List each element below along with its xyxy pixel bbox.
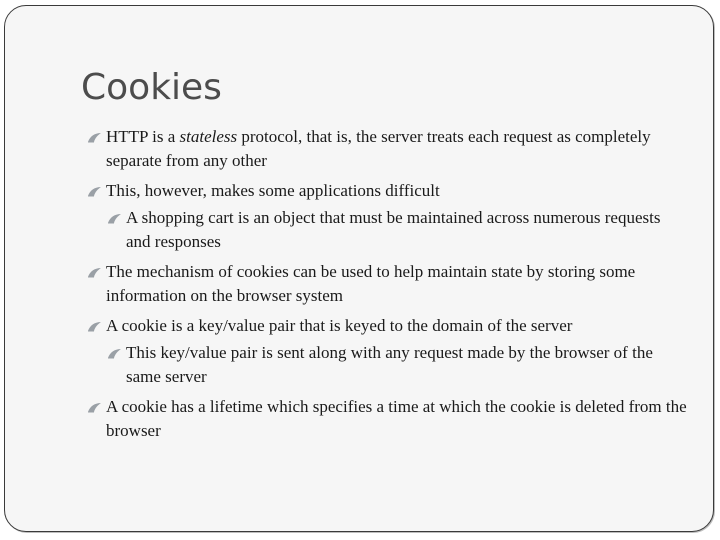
- wing-bullet-icon: [107, 348, 122, 359]
- bullet-text: A shopping cart is an object that must be maintained across numerous requests and responses: [126, 208, 661, 251]
- bullet-text: This, however, makes some applications difficult: [106, 181, 440, 200]
- bullet-list: [87, 125, 687, 449]
- bullet-item-2: [87, 179, 687, 203]
- bullet-item-3: [87, 260, 687, 308]
- bullet-text-pre: HTTP is a: [106, 127, 180, 146]
- wing-bullet-icon: [87, 321, 102, 332]
- wing-bullet-icon: [87, 267, 102, 278]
- bullet-text-post: protocol, that is, the server treats each request as completely separate from any other: [106, 127, 651, 170]
- bullet-item-4: [87, 314, 687, 338]
- sub-bullet-item-2: [107, 341, 687, 389]
- bullet-item-5: [87, 395, 687, 443]
- slide-frame: [4, 5, 714, 532]
- wing-bullet-icon: [87, 402, 102, 413]
- slide-title: Cookies: [81, 67, 222, 108]
- bullet-item-1: [87, 125, 687, 173]
- bullet-text: A cookie has a lifetime which specifies a time at which the cookie is deleted from the browser: [106, 397, 687, 440]
- wing-bullet-icon: [87, 186, 102, 197]
- wing-bullet-icon: [87, 132, 102, 143]
- bullet-text: The mechanism of cookies can be used to help maintain state by storing some information on the browser system: [106, 262, 636, 305]
- bullet-text: A cookie is a key/value pair that is keyed to the domain of the server: [106, 316, 573, 335]
- wing-bullet-icon: [107, 213, 122, 224]
- sub-bullet-item-1: [107, 206, 687, 254]
- bullet-text-emphasis: stateless: [179, 127, 238, 146]
- bullet-text: This key/value pair is sent along with any request made by the browser of the same server: [126, 343, 653, 386]
